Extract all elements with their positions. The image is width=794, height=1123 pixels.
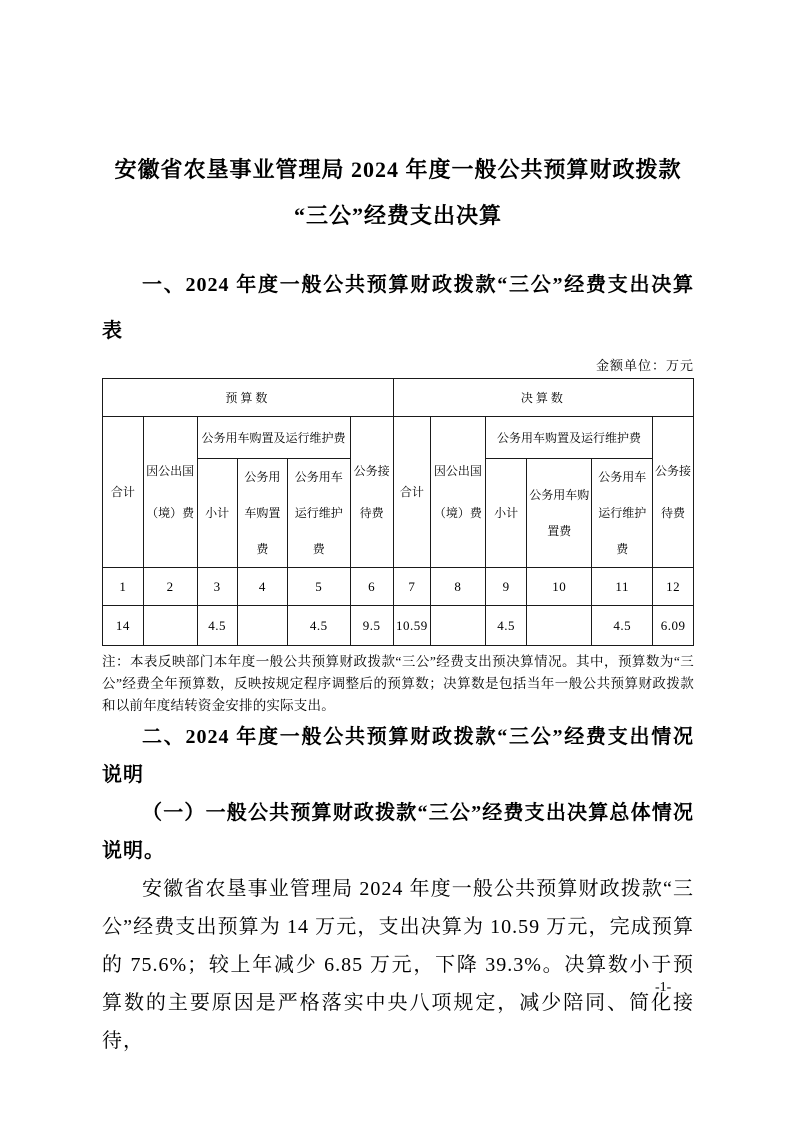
column-number: 1	[103, 568, 144, 606]
section1-heading: 一、2024 年度一般公共预算财政拨款“三公”经费支出决算表	[102, 274, 694, 342]
final-vehicle-group-header: 公务用车购置及运行维护费	[485, 417, 652, 459]
value-cell: 6.09	[653, 606, 694, 646]
column-number: 10	[527, 568, 592, 606]
budget-group-header: 预算数	[103, 379, 394, 417]
section2-subsection1-heading: （一）一般公共预算财政拨款“三公”经费支出决算总体情况说明。	[102, 802, 694, 862]
column-number: 4	[237, 568, 287, 606]
budget-reception-header: 公务接待费	[350, 417, 393, 568]
value-cell: 14	[103, 606, 144, 646]
budget-maintenance-header: 公务用车运行维护费	[287, 459, 350, 568]
three-public-expense-table	[102, 378, 694, 646]
table-note: 注：本表反映部门本年度一般公共预算财政拨款“三公”经费支出预决算情况。其中，预算数为“三公”经费全年预算数，反映按规定程序调整后的预算数；决算数是包括当年一般公共预算财政拨款和以前年度结转资金安排的实际支出。	[102, 654, 694, 713]
page-content	[102, 0, 694, 1060]
column-number: 5	[287, 568, 350, 606]
column-number: 8	[430, 568, 485, 606]
column-number: 12	[653, 568, 694, 606]
section2-paragraph1: 安徽省农垦事业管理局 2024 年度一般公共预算财政拨款“三公”经费支出预算为 14 万元，支出决算为 10.59 万元，完成预算的 75.6%；较上年减少 6.85 万元，下降 39.3%。决算数小于预算数的主要原因是严格落实中央八项规定，减少陪同、简化接待，	[102, 878, 694, 1052]
value-row	[103, 606, 694, 646]
value-cell	[143, 606, 197, 646]
budget-abroad-header: 因公出国（境）费	[143, 417, 197, 568]
document-title	[102, 0, 694, 239]
value-cell: 4.5	[485, 606, 526, 646]
budget-total-header: 合计	[103, 417, 144, 568]
final-purchase-header: 公务用车购置费	[527, 459, 592, 568]
column-number: 6	[350, 568, 393, 606]
column-number-row	[103, 568, 694, 606]
document-title-line1: 安徽省农垦事业管理局 2024 年度一般公共预算财政拨款	[114, 157, 682, 182]
column-number: 11	[592, 568, 653, 606]
table-unit-label: 金额单位：万元	[595, 358, 694, 373]
document-title-line2: “三公”经费支出决算	[293, 203, 502, 228]
final-abroad-header: 因公出国（境）费	[430, 417, 485, 568]
final-subtotal-header: 小计	[485, 459, 526, 568]
value-cell: 10.59	[393, 606, 430, 646]
budget-purchase-header: 公务用车购置费	[237, 459, 287, 568]
value-cell: 4.5	[592, 606, 653, 646]
value-cell	[527, 606, 592, 646]
table-row	[103, 417, 694, 459]
final-maintenance-header: 公务用车运行维护费	[592, 459, 653, 568]
final-group-header: 决算数	[393, 379, 693, 417]
page-number: -1-	[655, 980, 672, 995]
final-total-header: 合计	[393, 417, 430, 568]
budget-subtotal-header: 小计	[197, 459, 237, 568]
column-number: 7	[393, 568, 430, 606]
section2-heading: 二、2024 年度一般公共预算财政拨款“三公”经费支出情况说明	[102, 726, 694, 786]
value-cell: 4.5	[287, 606, 350, 646]
column-number: 9	[485, 568, 526, 606]
value-cell	[237, 606, 287, 646]
column-number: 3	[197, 568, 237, 606]
final-reception-header: 公务接待费	[653, 417, 694, 568]
value-cell: 9.5	[350, 606, 393, 646]
budget-vehicle-group-header: 公务用车购置及运行维护费	[197, 417, 350, 459]
value-cell: 4.5	[197, 606, 237, 646]
column-number: 2	[143, 568, 197, 606]
table-row	[103, 379, 694, 417]
value-cell	[430, 606, 485, 646]
